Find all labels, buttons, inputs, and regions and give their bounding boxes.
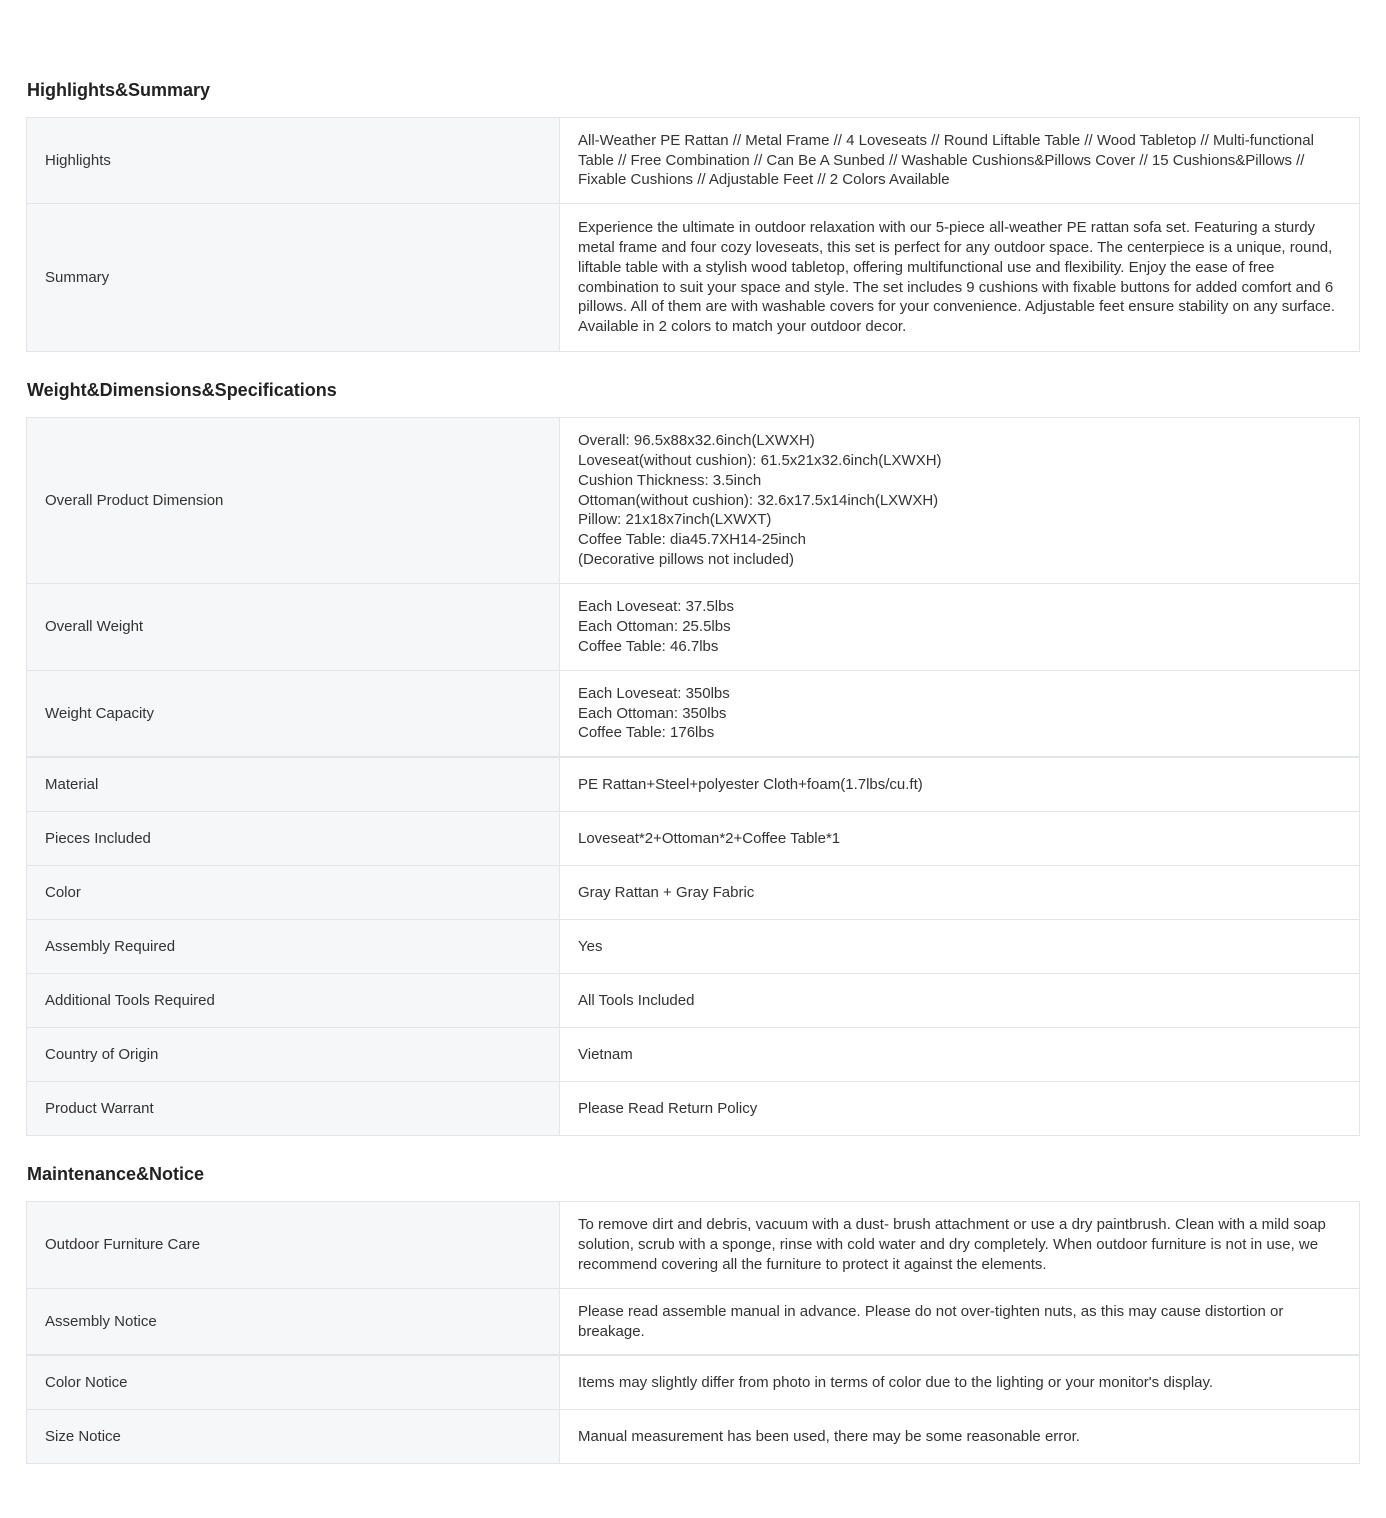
- row-label-country-of-origin: Country of Origin: [27, 1028, 560, 1081]
- table-row-additional-tools: [27, 974, 1359, 1028]
- table-row-overall-weight: [27, 584, 1359, 671]
- table-row-summary: [27, 204, 1359, 351]
- row-label-size-notice: Size Notice: [27, 1410, 560, 1463]
- row-label-overall-product-dimension: Overall Product Dimension: [27, 418, 560, 583]
- row-value-assembly-notice: Please read assemble manual in advance. Please do not over-tighten nuts, as this may cause distortion or breakage.: [560, 1289, 1359, 1354]
- row-label-pieces-included: Pieces Included: [27, 812, 560, 865]
- table-row-material: [27, 758, 1359, 812]
- row-value-color-notice: Items may slightly differ from photo in terms of color due to the lighting or your monitor's display.: [560, 1356, 1359, 1409]
- table-row-weight-capacity: [27, 671, 1359, 758]
- row-value-overall-product-dimension: [560, 418, 1359, 583]
- table-row-size-notice: [27, 1410, 1359, 1463]
- maintenance-notice-table: [26, 1201, 1360, 1464]
- section-title-highlights-summary: Highlights&Summary: [27, 80, 211, 100]
- dimension-line-overall: Overall: 96.5x88x32.6inch(LXWXH): [578, 432, 815, 450]
- row-value-assembly-required: Yes: [560, 920, 1359, 973]
- table-row-product-warrant: [27, 1082, 1359, 1135]
- row-value-summary: Experience the ultimate in outdoor relaxation with our 5-piece all-weather PE rattan sofa set. Featuring a sturdy metal frame and four cozy loveseats, this set is perfect for any outdoor space. The centerpiece is a unique, round, liftable table with a stylish wood tabletop, offering multifunctional use and flexibility. Enjoy the ease of free combination to suit your space and style. The set includes 9 cushions with fixable buttons for added comfort and 6 pillows. All of them are with washable covers for your convenience. Adjustable feet ensure stability on any surface. Available in 2 colors to match your outdoor decor.: [560, 204, 1359, 351]
- dimension-line-pillow: Pillow: 21x18x7inch(LXWXT): [578, 511, 772, 529]
- row-label-overall-weight: Overall Weight: [27, 584, 560, 670]
- row-label-highlights: Highlights: [27, 118, 560, 203]
- section-title-maintenance-notice: Maintenance&Notice: [27, 1164, 205, 1184]
- row-value-weight-capacity: [560, 671, 1359, 756]
- row-value-country-of-origin: Vietnam: [560, 1028, 1359, 1081]
- row-label-weight-capacity: Weight Capacity: [27, 671, 560, 756]
- row-value-highlights: All-Weather PE Rattan // Metal Frame // 4 Loveseats // Round Liftable Table // Wood Tabletop // Multi-functional Table // Free Combination // Can Be A Sunbed // Washable Cushions&Pillows Cover // 15 Cushions&Pillows // Fixable Cushions // Adjustable Feet // 2 Colors Available: [560, 118, 1359, 203]
- table-row-assembly-notice: [27, 1289, 1359, 1356]
- row-label-outdoor-furniture-care: Outdoor Furniture Care: [27, 1202, 560, 1288]
- table-row-pieces-included: [27, 812, 1359, 866]
- dimension-line-loveseat: Loveseat(without cushion): 61.5x21x32.6inch(LXWXH): [578, 452, 942, 469]
- dimension-line-coffee-table: Coffee Table: dia45.7XH14-25inch: [578, 531, 806, 549]
- row-label-summary: Summary: [27, 204, 560, 351]
- row-label-additional-tools: Additional Tools Required: [27, 974, 560, 1027]
- dimension-line-note: (Decorative pillows not included): [578, 550, 794, 568]
- row-label-color: Color: [27, 866, 560, 919]
- row-label-assembly-required: Assembly Required: [27, 920, 560, 973]
- row-value-material: PE Rattan+Steel+polyester Cloth+foam(1.7lbs/cu.ft): [560, 758, 1359, 811]
- weight-line-loveseat: Each Loveseat: 37.5lbs: [578, 598, 734, 616]
- capacity-line-ottoman: Each Ottoman: 350lbs: [578, 704, 727, 722]
- row-label-product-warrant: Product Warrant: [27, 1082, 560, 1135]
- table-row-highlights: [27, 118, 1359, 204]
- capacity-line-loveseat: Each Loveseat: 350lbs: [578, 684, 730, 702]
- weight-line-coffee-table: Coffee Table: 46.7lbs: [578, 637, 719, 655]
- row-label-material: Material: [27, 758, 560, 811]
- section-title-weight-dimensions: Weight&Dimensions&Specifications: [27, 380, 337, 400]
- row-value-outdoor-furniture-care: To remove dirt and debris, vacuum with a dust- brush attachment or use a dry paintbrush. Clean with a mild soap solution, scrub with a sponge, rinse with cold water and dry completely. When outdoor furniture is not in use, we recommend covering all the furniture to protect it against the elements.: [560, 1202, 1359, 1288]
- table-row-color: [27, 866, 1359, 920]
- row-value-overall-weight: [560, 584, 1359, 670]
- weight-dimensions-table: [26, 417, 1360, 1136]
- table-row-assembly-required: [27, 920, 1359, 974]
- table-row-outdoor-furniture-care: [27, 1202, 1359, 1289]
- weight-line-ottoman: Each Ottoman: 25.5lbs: [578, 618, 731, 636]
- row-value-size-notice: Manual measurement has been used, there may be some reasonable error.: [560, 1410, 1359, 1463]
- highlights-summary-table: [26, 117, 1360, 352]
- dimension-line-ottoman: Ottoman(without cushion): 32.6x17.5x14inch(LXWXH): [578, 491, 939, 509]
- table-row-color-notice: [27, 1356, 1359, 1410]
- row-value-pieces-included: Loveseat*2+Ottoman*2+Coffee Table*1: [560, 812, 1359, 865]
- table-row-country-of-origin: [27, 1028, 1359, 1082]
- dimension-line-cushion-thickness: Cushion Thickness: 3.5inch: [578, 471, 762, 489]
- row-value-color: Gray Rattan + Gray Fabric: [560, 866, 1359, 919]
- row-label-color-notice: Color Notice: [27, 1356, 560, 1409]
- row-label-assembly-notice: Assembly Notice: [27, 1289, 560, 1354]
- capacity-line-coffee-table: Coffee Table: 176lbs: [578, 724, 715, 742]
- table-row-overall-product-dimension: [27, 418, 1359, 584]
- row-value-additional-tools: All Tools Included: [560, 974, 1359, 1027]
- row-value-product-warrant: Please Read Return Policy: [560, 1082, 1359, 1135]
